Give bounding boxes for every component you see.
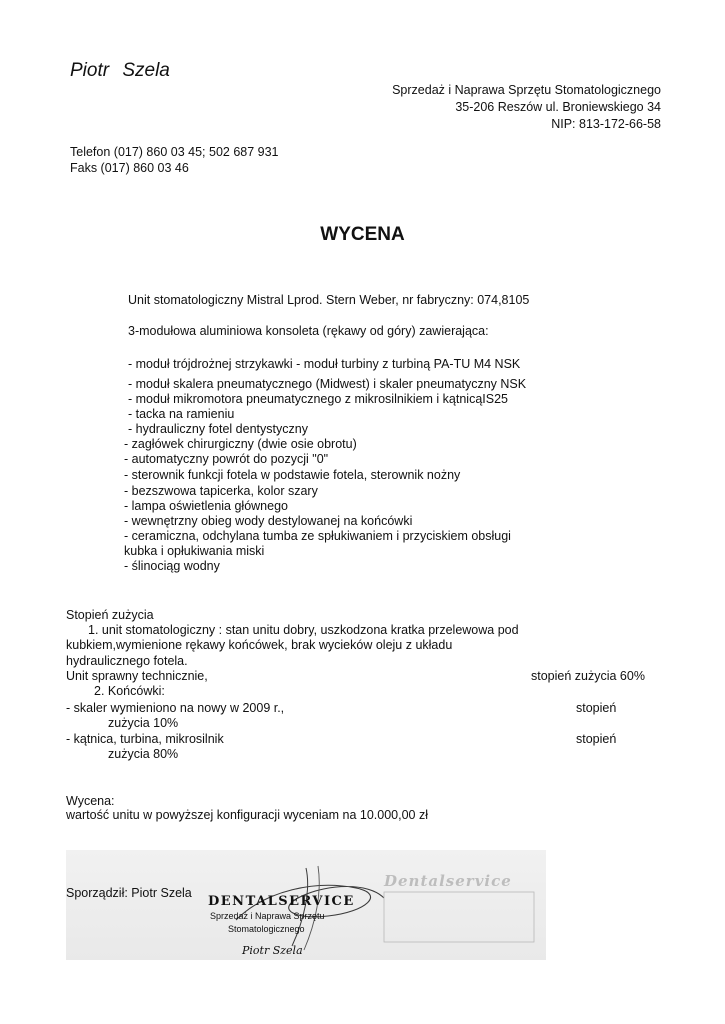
equipment-item: - moduł skalera pneumatycznego (Midwest) i skaler pneumatyczny NSK [128, 377, 527, 391]
stamp-line: Sprzedaż i Naprawa Sprzętu [210, 911, 325, 921]
prepared-by: Sporządził: Piotr Szela [66, 886, 192, 900]
scaler-wear-label: stopień [576, 701, 617, 715]
handpieces-note: - kątnica, turbina, mikrosilnik [66, 732, 224, 746]
equipment-item: - tacka na ramieniu [128, 407, 235, 421]
sender-name: Piotr Szela [70, 60, 170, 81]
faded-stamp: Dentalservice [384, 872, 512, 890]
equipment-item: - lampa oświetlenia głównego [124, 499, 288, 513]
equipment-item: - moduł trójdrożnej strzykawki - moduł turbiny z turbiną PA-TU M4 NSK [128, 357, 521, 371]
signature-stamp-area [66, 850, 546, 960]
handpieces-wear-value: zużycia 80% [108, 747, 179, 761]
company-nip: NIP: 813-172-66-58 [551, 117, 661, 131]
fax-number: Faks (017) 860 03 46 [70, 161, 189, 175]
equipment-item: - sterownik funkcji fotela w podstawie fotela, sterownik nożny [124, 468, 461, 482]
scaler-wear-value: zużycia 10% [108, 716, 179, 730]
company-description: Sprzedaż i Naprawa Sprzętu Stomatologicznego [392, 83, 661, 97]
wear-paragraph-line: kubkiem,wymienione rękawy końcówek, brak wycieków oleju z układu [66, 638, 453, 652]
equipment-item: - zagłówek chirurgiczny (dwie osie obrotu) [124, 437, 357, 451]
wear-paragraph-line: hydraulicznego fotela. [66, 654, 188, 668]
company-address: 35-206 Reszów ul. Broniewskiego 34 [455, 100, 661, 114]
stamp-line: Stomatologicznego [228, 924, 305, 934]
stamp-signature-name: Piotr Szela [242, 944, 303, 957]
handpieces-heading: 2. Końcówki: [94, 684, 165, 698]
equipment-item: - moduł mikromotora pneumatycznego z mikrosilnikiem i kątnicąIS25 [128, 392, 509, 406]
equipment-item: - hydrauliczny fotel dentystyczny [128, 422, 308, 436]
equipment-item: - ślinociąg wodny [124, 559, 220, 573]
unit-description: Unit stomatologiczny Mistral Lprod. Stern Weber, nr fabryczny: 074,8105 [128, 293, 530, 307]
unit-working-status: Unit sprawny technicznie, [66, 669, 208, 683]
phone-numbers: Telefon (017) 860 03 45; 502 687 931 [70, 145, 279, 159]
document-title: WYCENA [320, 224, 405, 245]
handpieces-wear-label: stopień [576, 732, 617, 746]
valuation-text: wartość unitu w powyższej konfiguracji wyceniam na 10.000,00 zł [66, 808, 428, 822]
equipment-item: - ceramiczna, odchylana tumba ze spłukiwaniem i przyciskiem obsługi [124, 529, 511, 543]
equipment-item: - automatyczny powrót do pozycji "0" [124, 452, 329, 466]
scaler-note: - skaler wymieniono na nowy w 2009 r., [66, 701, 285, 715]
wear-paragraph-line: 1. unit stomatologiczny : stan unitu dobry, uszkodzona kratka przelewowa pod [88, 623, 519, 637]
wear-heading: Stopień zużycia [66, 608, 154, 622]
console-description: 3-modułowa aluminiowa konsoleta (rękawy od góry) zawierająca: [128, 324, 489, 338]
equipment-item: - bezszwowa tapicerka, kolor szary [124, 484, 318, 498]
equipment-item: - wewnętrzny obieg wody destylowanej na końcówki [124, 514, 413, 528]
equipment-item: kubka i opłukiwania miski [124, 544, 265, 558]
unit-wear-percent: stopień zużycia 60% [531, 669, 645, 683]
stamp-company-name: DENTALSERVICE [208, 894, 355, 909]
valuation-heading: Wycena: [66, 794, 115, 808]
